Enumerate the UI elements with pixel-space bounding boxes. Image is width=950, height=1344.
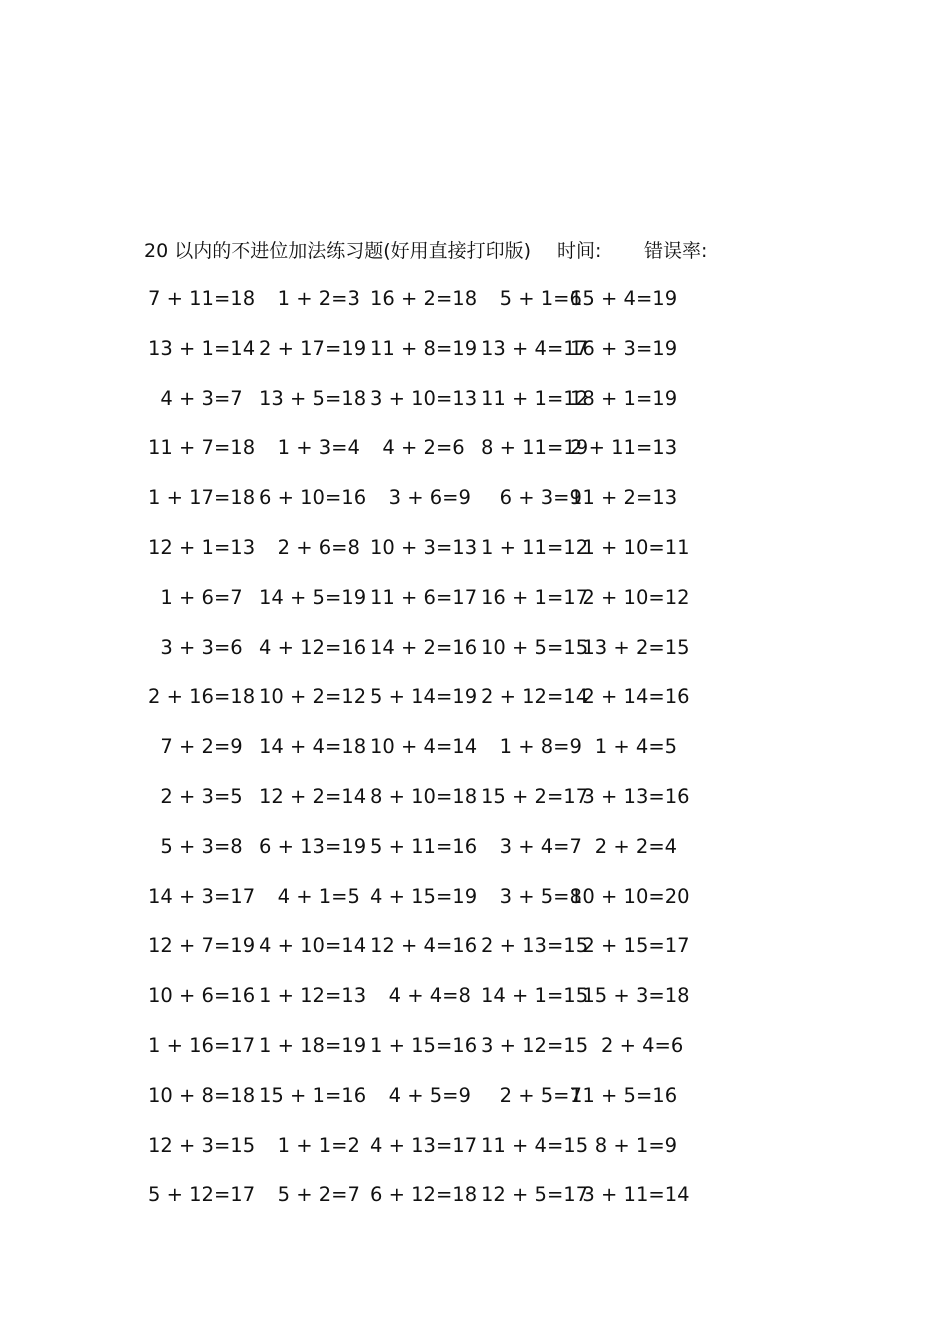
exercise-item: 14 + 3=17 [148,884,256,908]
exercise-item: 12 + 5=17 [481,1183,589,1207]
exercise-item: 12 + 4=16 [370,934,478,958]
exercise-item: 10 + 8=18 [148,1083,256,1107]
exercise-item: 1 + 18=19 [259,1033,367,1057]
exercise-item: 2 + 12=14 [481,685,589,709]
exercise-item: 4 + 15=19 [370,884,478,908]
worksheet-header [144,237,708,265]
exercise-item: 16 + 1=17 [481,585,589,609]
exercise-item: 3 + 13=16 [570,784,690,808]
exercise-item: 6 + 12=18 [370,1183,478,1207]
exercise-item: 15 + 4=19 [570,287,678,310]
exercise-item: 10 + 4=14 [370,735,478,759]
time-label: 时间: [557,240,602,262]
exercise-item: 2 + 10=12 [570,585,690,609]
exercise-item: 4 + 3=7 [148,386,243,410]
exercise-item: 10 + 3=13 [370,535,478,559]
exercise-item: 6 + 10=16 [259,486,367,510]
exercise-item: 4 + 1=5 [259,884,360,908]
exercise-item: 3 + 11=14 [570,1183,690,1207]
exercise-item: 11 + 4=15 [481,1133,589,1157]
worksheet-title: 20 以内的不进位加法练习题(好用直接打印版) [144,240,532,262]
exercise-item: 4 + 10=14 [259,934,367,958]
exercise-item: 6 + 13=19 [259,834,367,858]
exercise-item: 1 + 11=12 [481,535,589,559]
exercise-item: 3 + 3=6 [148,635,243,659]
exercise-item: 1 + 17=18 [148,486,256,510]
exercise-item: 4 + 4=8 [370,984,471,1008]
exercise-item: 15 + 3=18 [570,984,690,1008]
exercise-item: 1 + 15=16 [370,1033,478,1057]
exercise-item: 1 + 3=4 [259,436,360,460]
exercise-item: 3 + 5=8 [481,884,582,908]
exercise-item: 15 + 2=17 [481,784,589,808]
exercise-item: 2 + 16=18 [148,685,256,709]
exercise-item: 8 + 10=18 [370,784,478,808]
exercise-item: 16 + 3=19 [570,336,678,360]
exercise-item: 1 + 6=7 [148,585,243,609]
exercise-item: 2 + 17=19 [259,336,367,360]
exercise-item: 10 + 10=20 [570,884,690,908]
error-rate-label: 错误率: [644,240,708,262]
exercise-item: 8 + 1=9 [570,1133,678,1157]
exercise-item: 4 + 2=6 [370,436,465,460]
exercise-item: 11 + 2=13 [570,486,678,510]
exercise-item: 10 + 6=16 [148,984,256,1008]
exercise-item: 11 + 1=12 [481,386,589,410]
exercise-item: 1 + 2=3 [259,287,360,310]
exercise-item: 13 + 4=17 [481,336,589,360]
exercise-item: 5 + 1=6 [481,287,582,310]
exercise-item: 12 + 2=14 [259,784,367,808]
exercise-item: 2 + 2=4 [570,834,678,858]
exercise-item: 8 + 11=19 [481,436,589,460]
exercise-item: 13 + 5=18 [259,386,367,410]
exercise-item: 11 + 8=19 [370,336,478,360]
exercise-item: 3 + 10=13 [370,386,478,410]
exercise-item: 14 + 1=15 [481,984,589,1008]
exercise-item: 13 + 2=15 [570,635,690,659]
exercise-item: 1 + 16=17 [148,1033,256,1057]
exercise-item: 11 + 7=18 [148,436,256,460]
exercise-item: 2 + 3=5 [148,784,243,808]
exercise-item: 2 + 5=7 [481,1083,582,1107]
exercise-item: 11 + 5=16 [570,1083,678,1107]
exercise-item: 15 + 1=16 [259,1083,367,1107]
exercise-item: 12 + 3=15 [148,1133,256,1157]
exercise-item: 7 + 11=18 [148,287,256,310]
exercise-item: 1 + 1=2 [259,1133,360,1157]
exercise-item: 5 + 3=8 [148,834,243,858]
exercise-item: 4 + 13=17 [370,1133,478,1157]
exercise-item: 14 + 5=19 [259,585,367,609]
exercise-item: 11 + 6=17 [370,585,478,609]
exercise-item: 4 + 5=9 [370,1083,471,1107]
exercise-item: 2 + 4=6 [570,1033,684,1057]
exercise-item: 1 + 8=9 [481,735,582,759]
exercise-item: 2 + 6=8 [259,535,360,559]
exercise-item: 2 + 14=16 [570,685,690,709]
exercise-item: 5 + 11=16 [370,834,478,858]
exercise-item: 10 + 5=15 [481,635,589,659]
exercise-item: 14 + 2=16 [370,635,478,659]
exercise-item: 1 + 4=5 [570,735,678,759]
exercise-item: 1 + 12=13 [259,984,367,1008]
exercise-item: 16 + 2=18 [370,287,478,310]
exercise-item: 14 + 4=18 [259,735,367,759]
exercise-item: 5 + 2=7 [259,1183,360,1207]
exercise-item: 10 + 2=12 [259,685,367,709]
exercise-item: 13 + 1=14 [148,336,256,360]
exercise-item: 6 + 3=9 [481,486,582,510]
exercise-item: 4 + 12=16 [259,635,367,659]
exercise-item: 5 + 12=17 [148,1183,256,1207]
exercise-item: 2 + 15=17 [570,934,690,958]
exercise-item: 1 + 10=11 [570,535,690,559]
exercise-item: 3 + 12=15 [481,1033,589,1057]
exercise-item: 5 + 14=19 [370,685,478,709]
exercise-item: 18 + 1=19 [570,386,678,410]
exercise-item: 2 + 11=13 [570,436,678,460]
exercise-item: 7 + 2=9 [148,735,243,759]
exercise-item: 3 + 6=9 [370,486,471,510]
exercise-item: 12 + 1=13 [148,535,256,559]
exercise-item: 2 + 13=15 [481,934,589,958]
exercise-item: 3 + 4=7 [481,834,582,858]
exercise-item: 12 + 7=19 [148,934,256,958]
